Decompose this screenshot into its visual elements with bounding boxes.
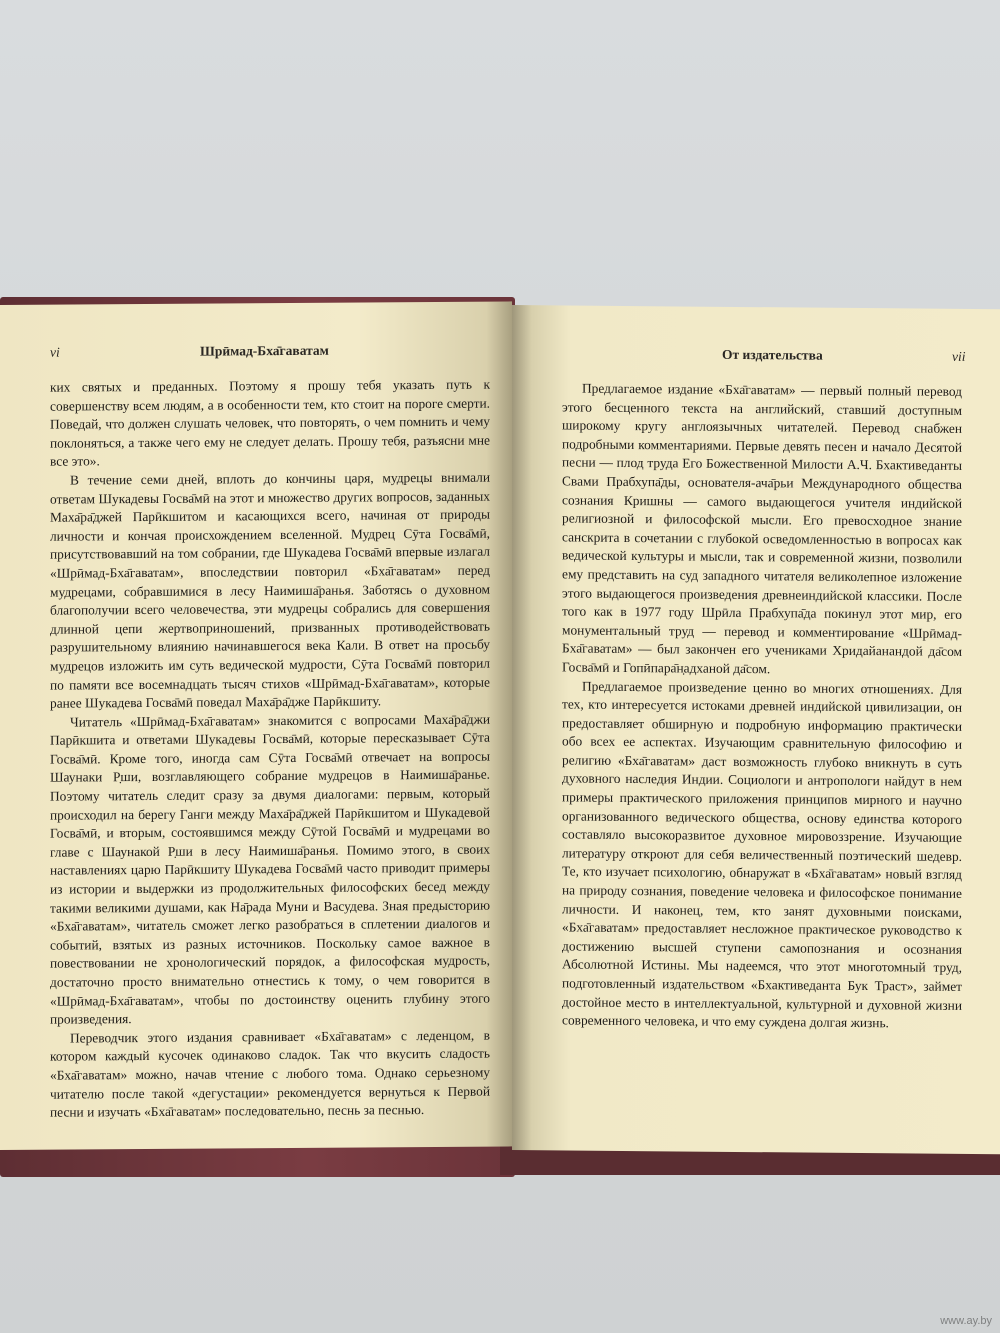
left-running-head: Шрӣмад-Бха̄гаватам: [200, 342, 329, 359]
right-folio: vii: [952, 348, 966, 364]
right-page-text: [562, 379, 962, 1033]
left-page-text: [50, 376, 490, 1123]
paragraph: Переводчик этого издания сравнивает «Бха̄гаватам» с леденцом, в котором каждый кусочек одинаково сладок. Так что вкусить сладость «Бха̄гаватам» можно, начав чтение с любого тома. Однако серьезному читателю после такой «дегустации» рекомендуется вернуться к Первой песни и изучать «Бха̄гаватам» последовательно, песнь за песнью.: [50, 1027, 490, 1120]
watermark: www.ay.by: [940, 1315, 992, 1327]
right-page: [512, 305, 1000, 1154]
left-folio: vi: [50, 344, 60, 360]
open-book: [0, 305, 1000, 1150]
paragraph: Предлагаемое издание «Бха̄гаватам» — первый полный перевод этого бесценного текста на английский, ставший доступным широкому кругу англоязычных читателей. Перевод снабжен подробными комментариями. Первые девять песен и начало Десятой песни — плод труда Его Божественной Милости А.Ч. Бхактиведанты Свами Прабхупа̄ды, основателя-ача̄рьи Международного общества сознания Кришны — самого выдающегося учителя индийской религиозной и философской мысли. Его превосходное знание санскрита в сочетании с глубокой осведомленностью в вопросах как ведической культуры и мысли, так и современной жизни, позволили ему представить на суд западного читателя великолепное изложение этого выдающегося произведения древнеиндийской классики. После того как в 1977 году Шрӣла Прабхупа̄да покинул этот мир, его монументальный труд — перевод и комментирование «Шрӣмад-Бха̄гаватам» — был закончен его учениками Хридайанандой да̄сом Госва̄мӣ и Гопӣпара̄н̣адханой да̄сом.: [562, 380, 962, 677]
left-page: [0, 301, 512, 1150]
paragraph: ких святых и преданных. Поэтому я прошу тебя указать путь к совершенству всем людям, а в особенности тем, кто стоит на пороге смерти. Поведай, что должен слушать человек, что повторять, о чем помнить и чему поклоняться, а также чего ему не следует делать. Прошу тебя, разъясни мне все это».: [50, 376, 490, 470]
right-running-head: От издательства: [722, 346, 823, 363]
paragraph: Читатель «Шрӣмад-Бха̄гаватам» знакомится с вопросами Маха̄ра̄джи Парӣкшита и ответами Шукадевы Госва̄мӣ, которые пересказывает Сӯта Госва̄мӣ. Кроме того, иногда сам Сӯта Госва̄мӣ отвечает на вопросы Шаунаки Р̣ши, возглавляющего собрание мудрецов в Наимиша̄ранье. Поэтому читатель следит сразу за двумя диалогами: первым, который происходил на берегу Ганги между Маха̄ра̄джей Парӣкшитом и Шукадевой Госва̄мӣ, и вторым, состоявшимся между Сӯтой Госва̄мӣ и мудрецами во главе с Шаунакой Р̣ши в лесу Наимиша̄ранья. Помимо этого, в своих наставлениях царю Парӣкшиту Шукадева Госва̄мӣ часто приводит примеры из истории и выдержки из продолжительных философских бесед между такими великими душами, как На̄рада Муни и Васудева. Зная предысторию «Бха̄гаватам», читатель сможет легко разобраться в сплетении диалогов и событий, взятых из разных источников. Поскольку самое важное в повествовании не хронологический порядок, а философская мудрость, достаточно просто внимательно отнестись к тому, о чем говорится в «Шрӣмад-Бха̄гаватам», чтобы по достоинству оценить глубину этого произведения.: [50, 711, 490, 1027]
paragraph: Предлагаемое произведение ценно во многих отношениях. Для тех, кто интересуется истоками древней индийской цивилизации, он предоставляет обширную и подробную информацию практически обо всех ее аспектах. Изучающим сравнительную философию и религию «Бха̄гаватам» даст возможность глубоко вникнуть в суть духовного наследия Индии. Социологи и антропологи найдут в нем примеры практического приложения принципов мирного и научно организованного ведического общества, основу единства которого составляло высокоразвитое духовное мировоззрение. Изучающие литературу откроют для себя величественный поэтический шедевр. Те, кто изучает психологию, обнаружат в «Бха̄гаватам» новый взгляд на природу сознания, поведение человека и философское понимание личности. И наконец, тем, кто занят духовными поисками, «Бха̄гаватам» предоставляет несложное практическое руководство к достижению высшей ступени самопознания и осознания Абсолютной Истины. Мы надеемся, что этот многотомный труд, подготовленный издательством «Бхактиведанта Бук Траст», займет достойное место в интеллектуальной, культурной и духовной жизни современного человека, и что ему суждена долгая жизнь.: [562, 678, 962, 1031]
paragraph: В течение семи дней, вплоть до кончины царя, мудрецы внимали ответам Шукадевы Госва̄мӣ на этот и множество других вопросов, заданных Маха̄ра̄джей Парӣкшитом и касающихся всего, начиная от природы личности и кончая происхождением вселенной. Мудрец Сӯта Госва̄мӣ, присутствовавший на том собрании, где Шукадева Госва̄мӣ впервые излагал «Шрӣмад-Бха̄гаватам», впоследствии повторил «Бха̄гаватам» перед мудрецами, собравшимися в лесу Наимиша̄ранья. Заботясь о духовном благополучии всего человечества, эти мудрецы собрались для совершения длинной цепи жертвоприношений, призванных противодействовать разрушительному влиянию начинавшегося века Кали. В ответ на просьбу мудрецов изложить им суть ведической мудрости, Сӯта Госва̄мӣ повторил по памяти все восемнадцать тысяч стихов «Шрӣмад-Бха̄гаватам», которые ранее Шукадева Госва̄мӣ поведал Маха̄ра̄дже Парӣкшиту.: [50, 469, 490, 711]
